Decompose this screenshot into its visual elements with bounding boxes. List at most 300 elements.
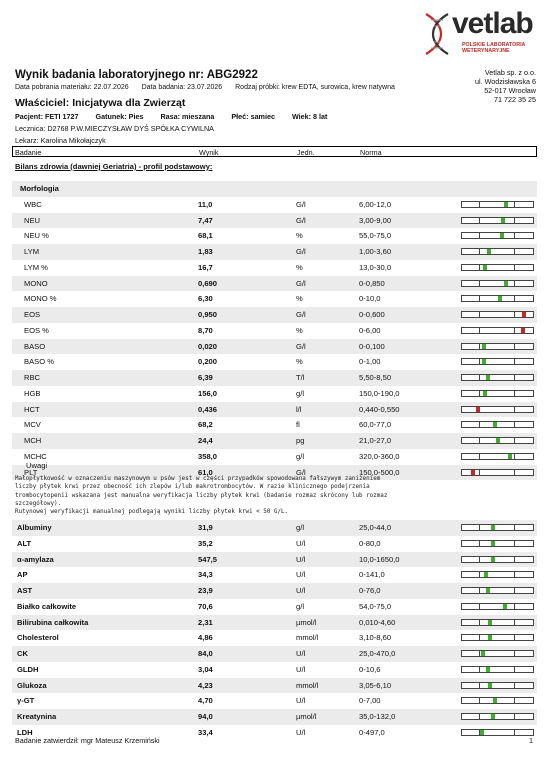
reference-range: 0-7,00	[359, 696, 381, 706]
table-row	[12, 228, 537, 244]
address-line: Vetlab sp. z o.o.	[484, 68, 536, 77]
test-name: Albuminy	[17, 523, 52, 532]
test-name: MCHC	[24, 451, 47, 461]
patient-id: Pacjent: FETI 1727	[15, 112, 79, 121]
unit: U/l	[296, 570, 306, 580]
clinic: Lecznica: D2768 P.W.MIECZYSŁAW DYŚ SPÓŁKA CYWILNA	[15, 124, 214, 133]
range-indicator	[461, 666, 534, 673]
range-indicator	[461, 390, 534, 397]
unit: U/l	[296, 538, 306, 548]
result-marker	[482, 359, 486, 364]
range-high-tick	[514, 280, 515, 287]
address-line: 52-017 Wrocław	[484, 86, 536, 95]
range-low-tick	[479, 682, 480, 689]
range-high-tick	[514, 358, 515, 365]
biochemistry-table	[12, 520, 537, 741]
test-name: MONO	[24, 278, 48, 288]
reference-range: 1,00-3,60	[359, 247, 392, 256]
range-high-tick	[514, 437, 515, 444]
result-value: 84,0	[198, 649, 213, 658]
range-low-tick	[479, 421, 480, 428]
range-low-tick	[479, 232, 480, 239]
table-row	[12, 615, 537, 631]
test-name: BASO %	[24, 357, 54, 367]
result-value: 6,39	[198, 373, 213, 382]
test-name: γ-GT	[17, 696, 35, 706]
table-row	[12, 552, 537, 568]
unit: %	[296, 262, 303, 272]
unit: %	[296, 231, 303, 241]
page-number: 1	[529, 736, 533, 745]
range-low-tick	[479, 587, 480, 594]
unit: G/l	[296, 215, 306, 225]
range-low-tick	[479, 650, 480, 657]
reference-range: 150,0-190,0	[359, 388, 400, 398]
unit: fl	[296, 420, 300, 430]
result-value: 8,70	[198, 325, 213, 335]
unit: G/l	[296, 247, 306, 256]
test-name: LYM	[24, 247, 40, 256]
range-low-tick	[479, 713, 480, 720]
patient-info	[15, 112, 342, 121]
result-marker	[500, 233, 504, 238]
table-row	[12, 354, 537, 370]
range-low-tick	[479, 619, 480, 626]
patient-species: Gatunek: Pies	[95, 112, 144, 121]
range-indicator	[461, 421, 534, 428]
test-name: AP	[17, 570, 28, 580]
unit: %	[296, 294, 303, 304]
logo-name: vetlab	[452, 7, 533, 40]
patient-age: Wiek: 8 lat	[291, 112, 328, 121]
patient-breed: Rasa: mieszana	[160, 112, 215, 121]
range-high-tick	[514, 650, 515, 657]
result-value: 547,5	[198, 554, 218, 564]
test-name: AST	[17, 586, 33, 595]
reference-range: 13,0-30,0	[359, 262, 392, 272]
result-marker	[483, 265, 487, 270]
reference-range: 55,0-75,0	[359, 231, 392, 241]
result-marker	[476, 407, 480, 412]
test-name: MCH	[24, 436, 42, 445]
notes-title: Uwagi	[26, 461, 48, 470]
test-name: LYM %	[24, 262, 48, 272]
unit: U/l	[296, 664, 306, 674]
result-value: 156,0	[198, 388, 218, 398]
result-marker	[493, 422, 497, 427]
unit: %	[296, 357, 303, 367]
reference-range: 60,0-77,0	[359, 420, 392, 430]
range-low-tick	[479, 666, 480, 673]
range-indicator	[461, 634, 534, 641]
unit: U/l	[296, 554, 306, 564]
table-row	[12, 520, 537, 536]
range-indicator	[461, 358, 534, 365]
range-high-tick	[514, 374, 515, 381]
result-marker	[471, 470, 475, 475]
group-label: Morfologia	[20, 184, 59, 193]
reference-range: 0-10,0	[359, 294, 381, 304]
range-high-tick	[514, 406, 515, 413]
result-value: 0,950	[198, 310, 218, 319]
result-value: 11,0	[198, 199, 213, 209]
unit: µmol/l	[296, 617, 317, 627]
range-indicator	[461, 201, 534, 208]
range-low-tick	[479, 311, 480, 318]
result-marker	[491, 557, 495, 562]
table-row	[12, 386, 537, 402]
range-indicator	[461, 729, 534, 736]
reference-range: 150,0-500,0	[359, 467, 400, 477]
vetlab-logo	[422, 8, 540, 56]
report-title: Wynik badania laboratoryjnego nr: ABG2922	[15, 69, 258, 81]
range-indicator	[461, 232, 534, 239]
result-value: 4,86	[198, 633, 213, 643]
unit: U/l	[296, 586, 306, 595]
table-row	[12, 323, 537, 339]
reference-range: 0-0,600	[359, 310, 385, 319]
section-title: Bilans zdrowia (dawniej Geriatria) - profil podstawowy:	[15, 162, 213, 171]
table-row	[12, 567, 537, 583]
approved-by: Badanie zatwierdził: mgr Mateusz Krzemiński	[15, 736, 160, 745]
range-high-tick	[514, 421, 515, 428]
range-high-tick	[514, 390, 515, 397]
table-row	[12, 402, 537, 418]
morphology-table	[12, 181, 537, 480]
header-test: Badanie	[15, 148, 42, 157]
range-low-tick	[479, 437, 480, 444]
range-high-tick	[514, 587, 515, 594]
header-norm: Norma	[360, 148, 382, 157]
reference-range: 3,05-6,10	[359, 680, 392, 690]
range-high-tick	[514, 713, 515, 720]
range-high-tick	[514, 453, 515, 460]
result-marker	[503, 604, 507, 609]
range-indicator	[461, 524, 534, 531]
result-marker	[491, 541, 495, 546]
result-marker	[501, 218, 505, 223]
result-value: 2,31	[198, 617, 213, 627]
table-row	[12, 662, 537, 678]
test-name: Bilirubina całkowita	[17, 617, 89, 627]
range-indicator	[461, 453, 534, 460]
reference-range: 0-0,850	[359, 278, 385, 288]
table-row	[12, 276, 537, 292]
result-value: 0,200	[198, 357, 218, 367]
range-high-tick	[514, 634, 515, 641]
range-low-tick	[479, 343, 480, 350]
result-value: 0,020	[198, 341, 218, 351]
table-row	[12, 646, 537, 662]
range-high-tick	[514, 666, 515, 673]
table-row	[12, 583, 537, 599]
result-value: 34,3	[198, 570, 213, 580]
test-name: BASO	[24, 341, 46, 351]
unit: µmol/l	[296, 712, 317, 721]
table-row	[12, 197, 537, 213]
table-row	[12, 244, 537, 260]
table-row	[12, 417, 537, 433]
test-name: GLDH	[17, 664, 39, 674]
range-indicator	[461, 540, 534, 547]
unit: G/l	[296, 341, 306, 351]
table-row	[12, 370, 537, 386]
table-row	[12, 213, 537, 229]
range-low-tick	[479, 248, 480, 255]
range-low-tick	[479, 390, 480, 397]
result-value: 16,7	[198, 262, 213, 272]
result-value: 61,0	[198, 467, 213, 477]
test-name: MONO %	[24, 294, 57, 304]
result-value: 4,70	[198, 696, 213, 706]
test-name: α-amylaza	[17, 554, 54, 564]
unit: G/l	[296, 278, 306, 288]
table-row	[12, 291, 537, 307]
unit: mmol/l	[296, 680, 319, 690]
range-low-tick	[479, 453, 480, 460]
result-marker	[488, 620, 492, 625]
test-date: Data badania: 23.07.2026	[141, 84, 223, 91]
result-marker	[522, 312, 526, 317]
patient-sex: Płeć: samiec	[231, 112, 275, 121]
unit: mmol/l	[296, 633, 319, 643]
reference-range: 25,0-470,0	[359, 649, 396, 658]
result-marker	[484, 572, 488, 577]
test-name: Glukoza	[17, 680, 47, 690]
result-value: 358,0	[198, 451, 218, 461]
range-indicator	[461, 556, 534, 563]
dna-helix-icon	[422, 12, 454, 56]
range-low-tick	[479, 603, 480, 610]
table-header	[12, 146, 537, 157]
test-name: NEU	[24, 215, 41, 225]
range-indicator	[461, 650, 534, 657]
result-value: 70,6	[198, 601, 213, 611]
range-high-tick	[514, 729, 515, 736]
range-indicator	[461, 713, 534, 720]
result-marker	[498, 296, 502, 301]
result-marker	[486, 588, 490, 593]
reference-range: 0-80,0	[359, 538, 381, 548]
range-high-tick	[514, 524, 515, 531]
owner: Właściciel: Inicjatywa dla Zwierząt	[15, 97, 186, 109]
result-value: 1,83	[198, 247, 213, 256]
reference-range: 0-497,0	[359, 727, 385, 737]
result-marker	[491, 525, 495, 530]
result-value: 35,2	[198, 538, 213, 548]
result-marker	[493, 698, 497, 703]
sample-date: Data pobrania materiału: 22.07.2026	[15, 84, 129, 91]
result-marker	[521, 328, 525, 333]
result-marker	[508, 454, 512, 459]
range-indicator	[461, 295, 534, 302]
result-marker	[480, 730, 484, 735]
result-value: 31,9	[198, 523, 213, 532]
range-indicator	[461, 682, 534, 689]
result-value: 24,4	[198, 436, 213, 445]
reference-range: 3,10-8,60	[359, 633, 392, 643]
test-name: RBC	[24, 373, 41, 382]
result-marker	[487, 249, 491, 254]
range-low-tick	[479, 697, 480, 704]
range-low-tick	[479, 374, 480, 381]
range-low-tick	[479, 295, 480, 302]
reference-range: 0-141,0	[359, 570, 385, 580]
result-value: 3,04	[198, 664, 213, 674]
test-name: Cholesterol	[17, 633, 59, 643]
result-marker	[491, 714, 495, 719]
range-high-tick	[514, 571, 515, 578]
range-indicator	[461, 343, 534, 350]
test-name: Kreatynina	[17, 712, 57, 721]
result-marker	[488, 635, 492, 640]
test-name: NEU %	[24, 231, 49, 241]
range-low-tick	[479, 327, 480, 334]
doctor: Lekarz: Karolina Mikołajczyk	[15, 136, 106, 145]
range-low-tick	[479, 540, 480, 547]
unit: pg	[296, 436, 305, 445]
reference-range: 54,0-75,0	[359, 601, 392, 611]
range-low-tick	[479, 217, 480, 224]
result-value: 6,30	[198, 294, 213, 304]
range-high-tick	[514, 603, 515, 610]
test-name: EOS %	[24, 325, 49, 335]
reference-range: 35,0-132,0	[359, 712, 396, 721]
unit: l/l	[296, 404, 302, 414]
range-high-tick	[514, 343, 515, 350]
reference-range: 25,0-44,0	[359, 523, 392, 532]
result-value: 0,690	[198, 278, 218, 288]
range-low-tick	[479, 571, 480, 578]
range-low-tick	[479, 264, 480, 271]
range-low-tick	[479, 634, 480, 641]
table-row	[12, 630, 537, 646]
table-row	[12, 260, 537, 276]
reference-range: 320,0-360,0	[359, 451, 400, 461]
range-indicator	[461, 603, 534, 610]
result-value: 0,436	[198, 404, 218, 414]
range-high-tick	[514, 295, 515, 302]
unit: G/l	[296, 199, 306, 209]
table-row	[12, 449, 537, 465]
result-marker	[504, 202, 508, 207]
table-row	[12, 693, 537, 709]
range-high-tick	[514, 619, 515, 626]
result-value: 68,1	[198, 231, 213, 241]
unit: %	[296, 325, 303, 335]
reference-range: 0-10,6	[359, 664, 381, 674]
table-row	[12, 709, 537, 725]
range-indicator	[461, 280, 534, 287]
result-marker	[483, 391, 487, 396]
unit: g/l	[296, 601, 305, 611]
address-line: ul. Wodzisławska 6	[475, 77, 536, 86]
reference-range: 21,0-27,0	[359, 436, 392, 445]
range-low-tick	[479, 524, 480, 531]
range-high-tick	[514, 556, 515, 563]
reference-range: 0-76,0	[359, 586, 381, 595]
test-name: PLT	[24, 467, 38, 477]
range-indicator	[461, 248, 534, 255]
group-row	[12, 181, 537, 197]
reference-range: 3,00-9,00	[359, 215, 392, 225]
test-name: ALT	[17, 538, 32, 548]
test-name: HGB	[24, 388, 41, 398]
range-high-tick	[514, 232, 515, 239]
range-high-tick	[514, 217, 515, 224]
sample-type: Rodzaj próbki: krew EDTA, surowica, krew natywna	[235, 84, 395, 91]
range-high-tick	[514, 327, 515, 334]
test-name: MCV	[24, 420, 41, 430]
test-name: WBC	[24, 199, 42, 209]
range-indicator	[461, 374, 534, 381]
table-row	[12, 433, 537, 449]
result-marker	[488, 683, 492, 688]
address-line: 71 722 35 25	[494, 95, 536, 104]
result-value: 7,47	[198, 215, 213, 225]
unit: G/l	[296, 310, 306, 319]
sample-meta	[15, 84, 406, 91]
range-indicator	[461, 619, 534, 626]
unit: U/l	[296, 649, 306, 658]
reference-range: 10,0-1650,0	[359, 554, 400, 564]
result-marker	[496, 438, 500, 443]
range-indicator	[461, 264, 534, 271]
table-row	[12, 678, 537, 694]
range-indicator	[461, 697, 534, 704]
result-value: 68,2	[198, 420, 213, 430]
range-high-tick	[514, 540, 515, 547]
table-row	[12, 599, 537, 615]
reference-range: 6,00-12,0	[359, 199, 392, 209]
range-high-tick	[514, 201, 515, 208]
range-indicator	[461, 571, 534, 578]
range-low-tick	[479, 358, 480, 365]
test-name: EOS	[24, 310, 41, 319]
reference-range: 0,010-4,60	[359, 617, 396, 627]
table-row	[12, 307, 537, 323]
range-indicator	[461, 217, 534, 224]
range-low-tick	[479, 280, 480, 287]
test-name: CK	[17, 649, 28, 658]
reference-range: 5,50-8,50	[359, 373, 392, 382]
range-indicator	[461, 311, 534, 318]
range-high-tick	[514, 697, 515, 704]
range-low-tick	[479, 556, 480, 563]
result-marker	[481, 651, 485, 656]
range-indicator	[461, 437, 534, 444]
result-marker	[486, 667, 490, 672]
range-high-tick	[514, 264, 515, 271]
range-indicator	[461, 327, 534, 334]
range-indicator	[461, 587, 534, 594]
result-value: 23,9	[198, 586, 213, 595]
table-row	[12, 339, 537, 355]
header-result: Wynik	[199, 148, 219, 157]
reference-range: 0-1,00	[359, 357, 381, 367]
table-row	[12, 536, 537, 552]
range-low-tick	[479, 201, 480, 208]
unit: g/l	[296, 523, 305, 532]
logo-subtitle-2: WETERYNARYJNE	[462, 48, 510, 54]
range-indicator	[461, 406, 534, 413]
unit: g/l	[296, 388, 305, 398]
unit: G/l	[296, 467, 306, 477]
unit: g/l	[296, 451, 305, 461]
result-value: 94,0	[198, 712, 213, 721]
result-marker	[504, 281, 508, 286]
reference-range: 0,440-0,550	[359, 404, 400, 414]
